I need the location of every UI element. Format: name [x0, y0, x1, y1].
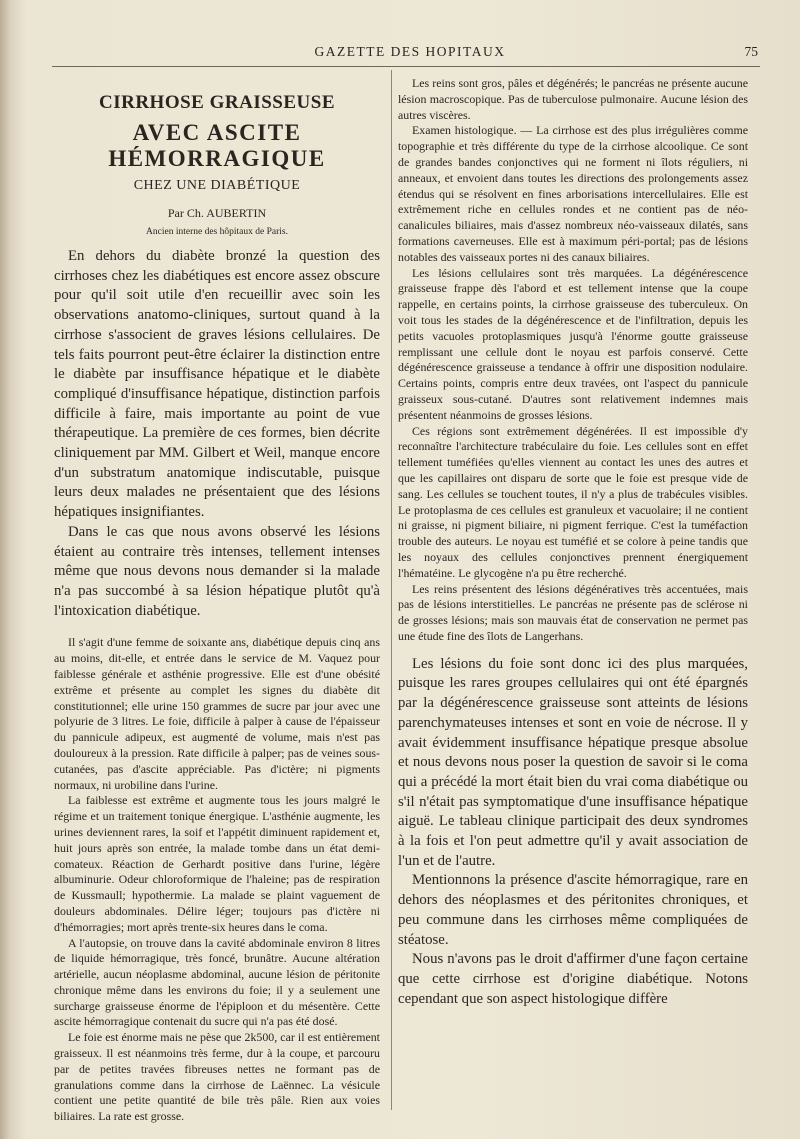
conclusion-paragraph-3: Nous n'avons pas le droit d'affirmer d'une façon certaine que cette cirrhose est d'origine diabétique. Notons cependant que son aspect histologique diffère [398, 951, 748, 1007]
cellular-lesions-paragraph: Les lésions cellulaires sont très marquées. La dégénérescence graisseuse frappe dès l'abord et est tellement intense que la coupe rappelle, en certains points, la cirrhose graisseuse des tuberculeux. On voit tous les stades de la dégénérescence et de l'infiltration, depuis les petits vacuoles protoplasmiques jusqu'à l'énorme goutte graisseuse remplissant une cellule dont le noyau est parfois conservé. Cette dégénérescence graisseuse a tendance à offrir une disposition nodulaire. Certains points, compris entre deux travées, ont l'aspect du pannicule graisseux sous-cutané. D'autres sont relativement indemnes mais présentent néanmoins de grosses lésions. [398, 265, 748, 422]
histology-paragraph: Examen histologique. — La cirrhose est des plus irrégulières comme topographie et très différente du type de la cirrhose alcoolique. Ce sont de grandes bandes conjonctives qui ne forment ni îlots réguliers, ni anneaux, et envoient dans toutes les directions des prolongements assez étendus qui se résolvent en fines arborisations intercellulaires. Elle est extrêmement riche en cellules rondes et ne contient pas de néo-canalicules biliaires, mais d'assez nombreux néo-vaisseaux dilatés, sans formations caverneuses. Elle est à maximum péri-portal; pas de lésions notables des vaisseaux portes ni des canaux biliaires. [398, 123, 748, 264]
running-title: GAZETTE DES HOPITAUX [314, 44, 506, 59]
degenerate-regions-paragraph: Ces régions sont extrêmement dégénérées. Il est impossible d'y reconnaître l'architecture trabéculaire du foie. Les cellules sont en effet tellement tuméfiées qu'elles viennent au contact les unes des autres et que les capillaires ont disparu de sorte que le foie est presque vide de sang. Les cellules se touchent toutes, il n'y a plus de trabécules visibles. Le protoplasma de ces cellules est granuleux et vacuolaire; il ne contient ni graisse, ni pigment biliaire, ni pigment ferrique. C'est la tuméfaction trouble des auteurs. Le noyau est tuméfié et se colore à peine tandis que les noyaux des cellules conjonctives prennent énergiquement l'hématéine. Le glycogène n'a pu être recherché. [398, 423, 748, 580]
intro-paragraph-1: En dehors du diabète bronzé la question des cirrhoses chez les diabétiques est encore assez obscure pour qu'il soit utile d'en recueillir avec soin les observations anatomo-cliniques, surtout quand à la cirrhose s'associent de graves lésions cellulaires. De tels faits pourront peut-être éclairer la distinction entre le diabète par insuffisance hépatique et le diabète compliqué d'insuffisance hépatique, distinction parfois difficile à faire, mais importante au point de vue thérapeutique. La première de ces formes, bien décrite cliniquement par MM. Gilbert et Weil, manque encore d'un substratum anatomique indiscutable, puisque leurs deux malades ne présentaient que des lésions hépatiques insignifiantes. [54, 248, 380, 521]
article-title-line1: CIRRHOSE GRAISSEUSE [99, 92, 335, 113]
column-divider [391, 70, 392, 1110]
observation-paragraph-1: Il s'agit d'une femme de soixante ans, diabétique depuis cinq ans au moins, dit-elle, et entrée dans le service de M. Vaquez pour faiblesse générale et asthénie progressive. Elle est d'une obésité extrême et présente au complet les signes du diabète dit constitutionnel; elle urine 150 grammes de sucre par jour avec une polyurie de 3 litres. Le foie, difficile à palper à cause de l'épaisseur du pannicule adipeux, est augmenté de volume, mais n'est pas douloureux à la pression. Rate difficile à palper; pas de veines sous-cutanées, pas d'ascite appréciable. Pas d'ictère; ni pigments normaux, ni urobiline dans l'urine. [54, 635, 380, 792]
conclusion-paragraph-1: Les lésions du foie sont donc ici des plus marquées, puisque les rares groupes cellulaires qui ont été épargnés par la dégénérescence graisseuse sont atteints de lésions parenchymateuses intenses et sont en voie de nécrose. Il y avait évidemment insuffisance hépatique presque absolue et nous devons nous poser la question de savoir si le coma qui a précédé la mort était bien du vrai coma diabétique ou s'il n'était pas symptomatique d'une insuffisance hépatique aiguë. Le tableau clinique participait des deux syndromes à la fois et l'on peut admettre qu'il y avait association de l'un et de l'autre. [398, 655, 748, 869]
left-column [54, 82, 380, 1125]
header-rule [52, 66, 760, 67]
article-title-line2: AVEC ASCITE HÉMORRAGIQUE [108, 120, 326, 171]
observation-paragraph-4: Le foie est énorme mais ne pèse que 2k500, car il est entièrement graisseux. Il est néanmoins très ferme, dur à la coupe, et parcouru par de petites travées fibreuses nettes ne formant pas de granulations comme dans la cirrhose de Laënnec. La vésicule contient une petite quantité de bile très pâle. Rien aux voies biliaires. La rate est grosse. [54, 1030, 380, 1124]
author-affiliation: Ancien interne des hôpitaux de Paris. [146, 227, 288, 237]
observation-paragraph-3: A l'autopsie, on trouve dans la cavité abdominale environ 8 litres de liquide hémorragique, très foncé, brunâtre. Aucune altération artérielle, aucun néoplasme abdominal, aucune lésion de péritonite chronique même dans les environs du foie; il y a seulement une surcharge graisseuse énorme de l'épiploon et du mésentère. Cette ascite hémorragique contenait du sucre qui n'a pas été dosé. [54, 935, 380, 1029]
page-number: 75 [744, 44, 758, 59]
right-column [398, 76, 748, 1009]
kidneys-pancreas-paragraph: Les reins présentent des lésions dégénératives très accentuées, mais pas de lésions interstitielles. Le pancréas ne présente pas de sclérose ni de grosses lésions; mais son mauvais état de conservation ne permet pas une étude fine des îlots de Langerhans. [398, 581, 748, 643]
intro-paragraph-2: Dans le cas que nous avons observé les lésions étaient au contraire très intenses, tellement intenses même que nous devons nous demander si la malade n'a pas succombé à sa lésion hépatique plutôt qu'à l'intoxication diabétique. [54, 523, 380, 619]
observation-paragraph-5: Les reins sont gros, pâles et dégénérés; le pancréas ne présente aucune lésion macroscopique. Pas de tuberculose pulmonaire. Aucune lésion des autres viscères. [398, 76, 748, 122]
article-author: Par Ch. AUBERTIN [167, 206, 267, 220]
article-title-line3: CHEZ UNE DIABÉTIQUE [133, 178, 301, 193]
conclusion-paragraph-2: Mentionnons la présence d'ascite hémorragique, rare en dehors des néoplasmes et des péritonites chroniques, et peu commune dans les cirrhoses même compliquées de stéatose. [398, 872, 748, 948]
observation-paragraph-2: La faiblesse est extrême et augmente tous les jours malgré le régime et un traitement tonique énergique. L'asthénie augmente, les urines deviennent rares, la soif et l'appétit diminuent rapidement et, huit jours après son entrée, la malade tombe dans un état demi-comateux. Réaction de Gerhardt positive dans l'urine, légère albuminurie. Odeur chloroformique de l'haleine; pas de respiration de Kussmaull; hypothermie. La malade se plaint vaguement de douleurs abdominales. Délire léger; toujours pas d'ictère ni d'hémorragies; mort après trente-six heures dans le coma. [54, 793, 380, 934]
